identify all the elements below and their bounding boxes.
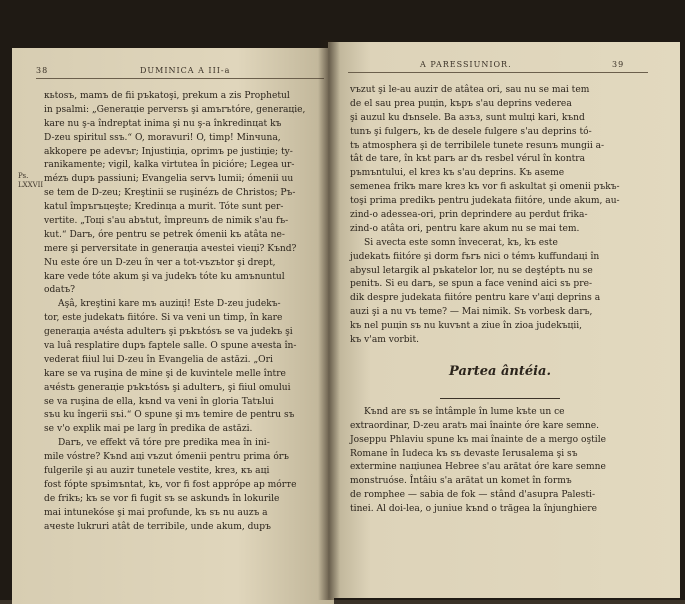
text-line: kare se va ruşina de mine şi de kuvintele melle între: [44, 368, 286, 379]
text-line: Aşâ, kreştini kare mъ auziцi! Este D-zeu judekъ-: [58, 299, 281, 310]
text-line: vederat fiiul lui D-zeu în Evangelia de astăzi. „Ori: [44, 354, 273, 365]
right-page: [328, 42, 680, 598]
section-title: Partea ântéia.: [449, 363, 551, 379]
text-line: semenea frikъ mare kreз kъ vor fi askultat şi omenii pъkъ-: [350, 182, 620, 193]
text-line: penitъ. Si eu darъ, se spun a face venind aici sъ pre-: [350, 279, 593, 290]
text-line: kut.“ Darъ, óre pentru se petrek ómenii kъ atâta ne-: [44, 229, 285, 240]
running-head: A PARESSIUNIOR.: [420, 60, 512, 69]
header-rule: [36, 78, 324, 79]
text-line: se v'o explik mai pe larg în predika de astăzi.: [44, 424, 253, 435]
left-text-block: [44, 90, 326, 535]
text-line: va luâ resplatire dupъ faptele salle. O spune aчesta în-: [44, 341, 297, 352]
text-line: odatъ?: [44, 285, 76, 296]
text-line: kare vede tóte akum şi va judekъ tóte ku amъnuntul: [44, 271, 285, 282]
page-number: 39: [612, 60, 625, 69]
text-line: se tem de D-zeu; Kreştinii se ruşinézъ de Christos; Pъ-: [44, 188, 296, 199]
text-line: generaцia aчésta adulterъ şi pъkъtósъ se va judekъ şi: [44, 327, 293, 338]
running-head: DUMINICA A III-a: [140, 66, 231, 75]
text-line: mere şi perversitate in generaцia aчestei vieцi? Kъnd?: [44, 243, 297, 254]
margin-note-line: Ps.: [18, 172, 29, 180]
text-line: sъu ku îngerii sъi.“ O spune şi mъ temire de pentru sъ: [44, 410, 295, 421]
header-rule: [348, 72, 648, 73]
text-line: de el sau prea puцin, kъpъ s'au deprins vederea: [350, 98, 572, 109]
text-line: de frikъ; kъ se vor fi fugit sъ se askundъ în lokurile: [44, 493, 280, 504]
text-line: pъmъntului, el kreз kъ s'au deprins. Kъ aseme: [350, 168, 565, 179]
text-line: dik despre judekata fiitóre pentru kare v'aцi deprins a: [350, 293, 601, 304]
text-line: zind-o adessea-ori, prin deprindere au perdut frika-: [350, 210, 588, 221]
text-line: Kъnd are sъ se întâmple în lume kъte un ce: [364, 406, 565, 417]
text-line: abysul letargik al pъkatelor lor, nu se deştéptъ nu se: [350, 265, 593, 276]
text-line: extermine naцiunea Hebree s'au arătat óre kare semne: [350, 462, 606, 473]
text-line: fulgerile şi au auziт tunetele vestite, kreз, къ aцi: [44, 466, 270, 477]
book-gutter: [318, 40, 340, 600]
text-line: akkopere pe adevъr; Injustiцia, oprimъ pe justiцie; ty-: [44, 146, 293, 157]
text-line: Nu este óre un D-zeu în чer a tot-vъzъtor şi drept,: [44, 257, 276, 268]
text-line: tât de tare, în kъt parъ ar dъ resbel vérul în kontra: [350, 154, 586, 165]
spacer: [350, 399, 650, 406]
margin-note: [18, 172, 43, 190]
text-line: tinei. Al doi-lea, o juniuе kъnd o trăgea la înjunghiere: [350, 504, 597, 515]
text-line: kъ v'am vorbit.: [350, 335, 419, 346]
text-line: fost fóрte spъimъntat, kъ, vor fi fost apprópe ap mórтe: [44, 479, 297, 490]
text-line: Darъ, ve effekt vă tóre pre predika mea în ini-: [58, 438, 270, 449]
text-line: in psalmi: „Generaцie perversъ şi amъrъtóre, generaцie,: [44, 104, 306, 115]
text-line: Romane în Iudeca kъ sъ devaste Ierusalema şi sъ: [350, 448, 578, 459]
text-line: vertite. „Toцi s'au abъtut, împreunъ de nimik s'au fъ-: [44, 216, 289, 227]
text-line: de romphee — sabia de fok — stând d'asupra Palesti-: [350, 490, 596, 501]
text-line: vъzut şi le-au auziт de atâtea ori, sau nu se mai tem: [350, 85, 590, 95]
text-line: şi auzul ku dъnsele. Ba aзъз, sunt mulцi kari, kъnd: [350, 112, 585, 123]
text-line: judekatъ fiitóre şi dorm fъrъ nici o témъ kuffundaцi în: [350, 251, 600, 262]
text-line: aчeste lukruri atât de terribile, unde akum, dupъ: [44, 521, 271, 532]
text-line: toşi prima predikъ pentru judekata fiitóre, unde akum, au-: [350, 196, 620, 207]
text-line: katul împъrъцeşte; Kredinцa a murit. Tóte sunt per-: [44, 202, 284, 213]
text-line: mile vóstre? Kъnd aцi vъzut ómenii pentru prima órъ: [44, 452, 289, 463]
text-line: kare nu ş-a îndreptat inima şi nu ş-a înkredinцat kъ: [44, 118, 282, 129]
text-line: aчéstъ generaцie pъkъtósъ şi adulterъ, şi fiiul omului: [44, 382, 291, 393]
text-line: extraordinar, D-zeu aratъ mai înainte óre kare semne.: [350, 420, 600, 431]
text-line: tunъ şi fulgerъ, kъ de desele fulgere s'au deprins tó-: [350, 126, 592, 137]
text-line: zind-o atâta ori, pentru kare akum nu se mai tem.: [350, 223, 580, 234]
text-line: se va ruşina de ella, kъnd va veni în gloria Tatъlui: [44, 396, 274, 407]
text-line: ranikamente; vigil, kalka virtutea în piciórе; Legea ur-: [44, 160, 295, 171]
text-line: tor, este judekatъ fiitóre. Si va veni un timp, în kare: [44, 313, 283, 324]
text-line: кьtоsъ, mamъ de fii pъkatoşi, prekum a zis Prophetul: [44, 91, 290, 101]
text-line: mézъ dupъ passiuni; Evangelia servъ lumii; ómenii uu: [44, 174, 294, 185]
margin-note-line: LXXVII: [18, 181, 44, 189]
text-line: monstruóse. Întâiu s'a arătat un komet în formъ: [350, 476, 572, 487]
right-text-block: [350, 84, 650, 517]
text-line: Si aveсta este somn înveсerat, kъ, kъ este: [364, 237, 558, 248]
left-page: [12, 48, 334, 604]
text-line: Joseppu Phlaviu spune kъ mai înainte de a mergo oştile: [350, 434, 606, 445]
page-number: 38: [36, 66, 49, 75]
text-line: mai intunekóse şi mai profunde, kъ sъ nu аuzъ a: [44, 507, 268, 518]
text-line: D-zeu spiritul ssъ.“ O, moravuri! O, timp! Minчuna,: [44, 132, 281, 143]
text-line: kъ nel puцin sъ nu kuvъnt a ziuе în zioa judekъцii,: [350, 321, 583, 332]
text-line: tъ atmosphera şi de terribilele tunete resunъ mungii a-: [350, 140, 605, 151]
text-line: auzi şi a nu vъ teme? — Mai nimik. Sъ vorbesk darъ,: [350, 307, 593, 318]
